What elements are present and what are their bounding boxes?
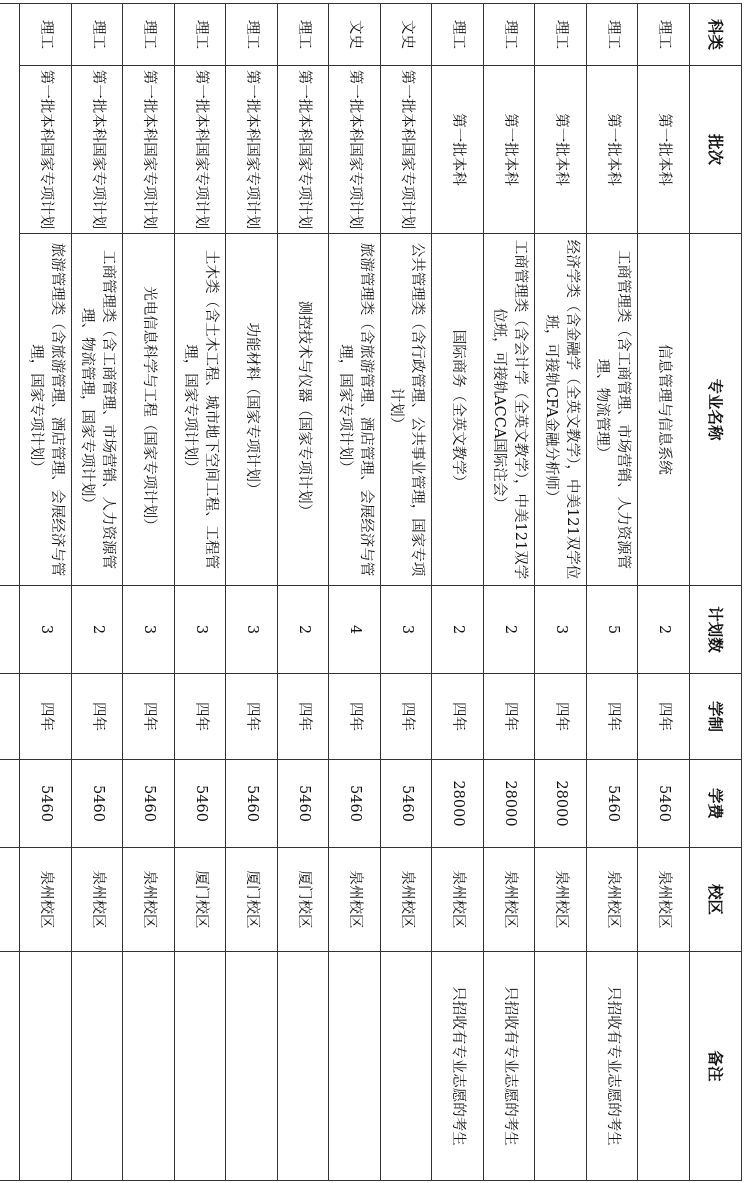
cell-fee: 28000: [432, 760, 484, 848]
header-fee: 学费: [690, 760, 742, 848]
cell-major: 功能材料（国家专项计划）: [226, 234, 278, 586]
cell-campus: 泉州校区: [72, 848, 124, 952]
cell-plan: 2: [638, 586, 690, 674]
cell-batch: 第一批本科国家专项计划: [175, 66, 227, 234]
cell-duration: 四年: [381, 674, 433, 760]
table-row: [278, 4, 330, 1181]
cell-campus: 泉州校区: [484, 848, 536, 952]
header-batch: 批次: [690, 66, 742, 234]
table-row: [123, 4, 175, 1181]
table-header-row: [690, 4, 742, 1181]
cell-campus: 泉州校区: [638, 848, 690, 952]
cell-category: 理工: [638, 4, 690, 66]
cell-duration: 四年: [20, 674, 72, 760]
cell-remark: [226, 952, 278, 1181]
cell-remark: [72, 952, 124, 1181]
cell-remark: [535, 952, 587, 1181]
cell-major: 土木类（含土木工程、城市地下空间工程、工程管理，国家专项计划）: [175, 234, 227, 586]
cell-batch: 第一批本科国家专项计划: [123, 66, 175, 234]
cell-plan: 3: [226, 586, 278, 674]
cell-category: 文史: [329, 4, 381, 66]
cell-batch: 第一批本科国家专项计划: [20, 66, 72, 234]
cell-remark: [175, 952, 227, 1181]
cell-remark: 只招收有专业志愿的考生: [484, 952, 536, 1181]
cell-plan: 2: [432, 586, 484, 674]
cell-fee: 5460: [638, 760, 690, 848]
cell-duration: 四年: [587, 674, 639, 760]
cell-major: 旅游管理类（含旅游管理、酒店管理、会展经济与管理，国家专项计划）: [20, 234, 72, 586]
cell-fee: 28000: [484, 760, 536, 848]
cell-plan: 3: [535, 586, 587, 674]
cell-fee: 5460: [278, 760, 330, 848]
cell-batch: 第一批本科国家专项计划: [72, 66, 124, 234]
cell-category: 理工: [432, 4, 484, 66]
cell-plan: 3: [175, 586, 227, 674]
cell-campus: 泉州校区: [329, 848, 381, 952]
cell-remark: [329, 952, 381, 1181]
cell-major: 公共管理类（含行政管理、公共事业管理，国家专项计划）: [381, 234, 433, 586]
cell-duration: 四年: [432, 674, 484, 760]
total-empty-remark: [0, 952, 20, 1181]
table-row: [20, 4, 72, 1181]
cell-category: 理工: [535, 4, 587, 66]
cell-fee: 5460: [72, 760, 124, 848]
cell-remark: [381, 952, 433, 1181]
cell-major: 测控技术与仪器（国家专项计划）: [278, 234, 330, 586]
cell-plan: 2: [278, 586, 330, 674]
cell-campus: 厦门校区: [278, 848, 330, 952]
cell-duration: 四年: [535, 674, 587, 760]
cell-remark: [638, 952, 690, 1181]
cell-remark: [123, 952, 175, 1181]
cell-campus: 厦门校区: [175, 848, 227, 952]
cell-duration: 四年: [278, 674, 330, 760]
cell-remark: 只招收有专业志愿的考生: [432, 952, 484, 1181]
table-row: [587, 4, 639, 1181]
cell-fee: 5460: [381, 760, 433, 848]
header-major: 专业名称: [690, 234, 742, 586]
cell-fee: 5460: [175, 760, 227, 848]
cell-major: 工商管理类（含工商管理、市场营销、人力资源管理、物流管理）: [587, 234, 639, 586]
cell-plan: 3: [381, 586, 433, 674]
cell-fee: 5460: [587, 760, 639, 848]
cell-fee: 5460: [20, 760, 72, 848]
cell-batch: 第一批本科: [484, 66, 536, 234]
cell-campus: 泉州校区: [587, 848, 639, 952]
cell-fee: 5460: [123, 760, 175, 848]
cell-duration: 四年: [175, 674, 227, 760]
cell-plan: 2: [72, 586, 124, 674]
table-row: [226, 4, 278, 1181]
admission-plan-table: [0, 3, 742, 1181]
table-row: [484, 4, 536, 1181]
table-row: [432, 4, 484, 1181]
cell-batch: 第一批本科国家专项计划: [226, 66, 278, 234]
cell-batch: 第一批本科国家专项计划: [278, 66, 330, 234]
cell-campus: 泉州校区: [20, 848, 72, 952]
cell-duration: 四年: [72, 674, 124, 760]
cell-campus: 泉州校区: [123, 848, 175, 952]
header-duration: 学制: [690, 674, 742, 760]
table-row: [638, 4, 690, 1181]
total-empty-campus: [0, 848, 20, 952]
cell-fee: 28000: [535, 760, 587, 848]
cell-campus: 泉州校区: [432, 848, 484, 952]
cell-batch: 第一批本科: [587, 66, 639, 234]
cell-duration: 四年: [638, 674, 690, 760]
cell-category: 理工: [278, 4, 330, 66]
total-row: [0, 4, 20, 1181]
cell-plan: 3: [20, 586, 72, 674]
cell-major: 工商管理类（含工商管理、市场营销、人力资源管理、物流管理，国家专项计划）: [72, 234, 124, 586]
table-row: [381, 4, 433, 1181]
cell-plan: 5: [587, 586, 639, 674]
total-empty-fee: [0, 760, 20, 848]
cell-major: 国际商务（全英文教学）: [432, 234, 484, 586]
cell-batch: 第一批本科: [432, 66, 484, 234]
table-row: [329, 4, 381, 1181]
cell-batch: 第一批本科国家专项计划: [381, 66, 433, 234]
cell-campus: 厦门校区: [226, 848, 278, 952]
cell-fee: 5460: [226, 760, 278, 848]
header-plan: 计划数: [690, 586, 742, 674]
cell-duration: 四年: [484, 674, 536, 760]
cell-major: 经济学类（含金融学（全英文教学），中美121双学位班，可接轨CFA金融分析师）: [535, 234, 587, 586]
header-campus: 校区: [690, 848, 742, 952]
total-label: [0, 4, 20, 586]
cell-major: 光电信息科学与工程（国家专项计划）: [123, 234, 175, 586]
total-empty-duration: [0, 674, 20, 760]
cell-duration: 四年: [123, 674, 175, 760]
cell-duration: 四年: [329, 674, 381, 760]
cell-campus: 泉州校区: [381, 848, 433, 952]
cell-plan: 2: [484, 586, 536, 674]
cell-remark: 只招收有专业志愿的考生: [587, 952, 639, 1181]
table-row: [535, 4, 587, 1181]
cell-major: 工商管理类（含会计学（全英文教学），中美121双学位班，可接轨ACCA国际注会）: [484, 234, 536, 586]
cell-category: 理工: [20, 4, 72, 66]
cell-category: 文史: [381, 4, 433, 66]
cell-plan: 3: [123, 586, 175, 674]
cell-batch: 第一批本科: [638, 66, 690, 234]
cell-category: 理工: [72, 4, 124, 66]
header-category: 科类: [690, 4, 742, 66]
table-row: [72, 4, 124, 1181]
cell-duration: 四年: [226, 674, 278, 760]
total-plan: [0, 586, 20, 674]
cell-category: 理工: [587, 4, 639, 66]
cell-category: 理工: [123, 4, 175, 66]
cell-batch: 第一批本科: [535, 66, 587, 234]
cell-remark: [278, 952, 330, 1181]
cell-plan: 4: [329, 586, 381, 674]
cell-major: 旅游管理类（含旅游管理、酒店管理、会展经济与管理，国家专项计划）: [329, 234, 381, 586]
table-row: [175, 4, 227, 1181]
cell-remark: [20, 952, 72, 1181]
header-remark: 备注: [690, 952, 742, 1181]
cell-category: 理工: [175, 4, 227, 66]
cell-campus: 泉州校区: [535, 848, 587, 952]
cell-category: 理工: [484, 4, 536, 66]
cell-major: 信息管理与信息系统: [638, 234, 690, 586]
cell-fee: 5460: [329, 760, 381, 848]
cell-category: 理工: [226, 4, 278, 66]
cell-batch: 第一批本科国家专项计划: [329, 66, 381, 234]
